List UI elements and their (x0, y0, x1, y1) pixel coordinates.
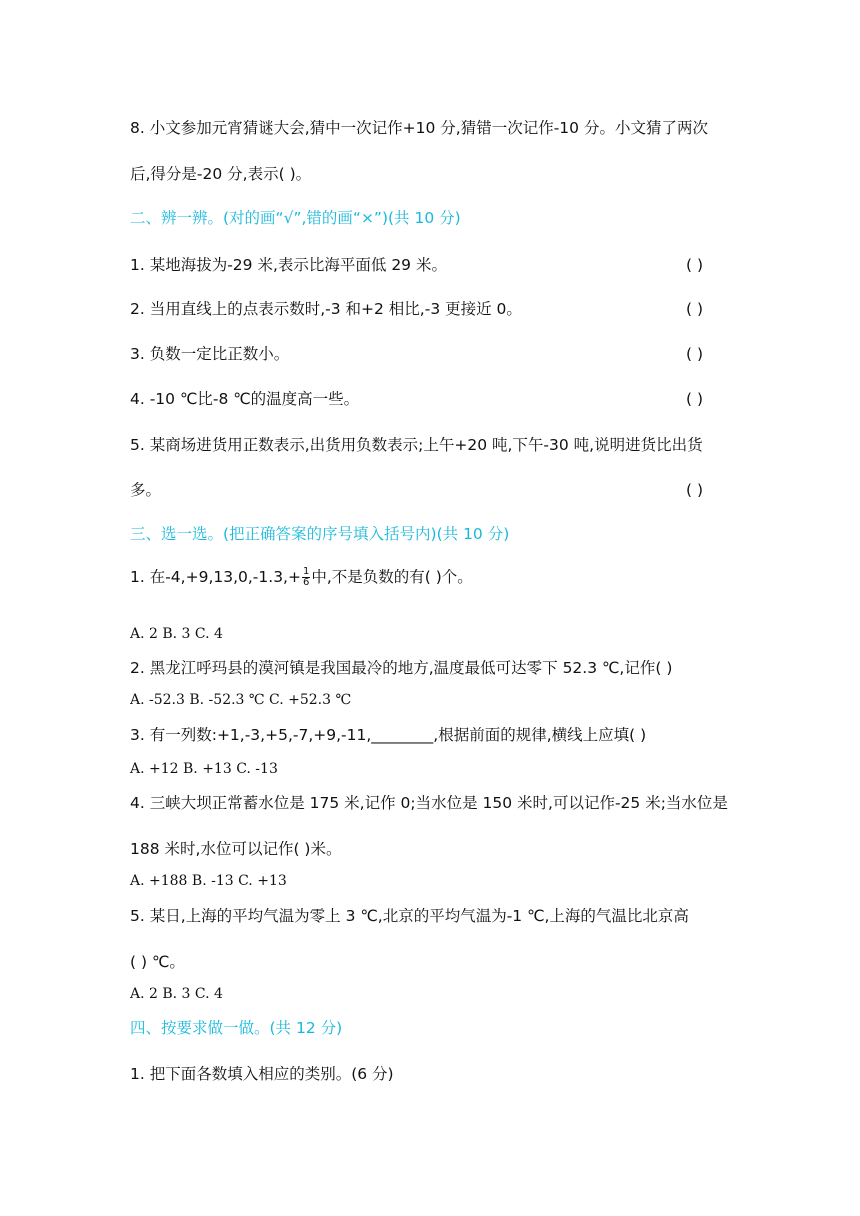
s2-item-4: 4. -10 ℃比-8 ℃的温度高一些。 (130, 390, 360, 408)
s2-item-3-answer-paren: ( ) (686, 345, 704, 363)
s2-item-1-answer-paren: ( ) (686, 256, 704, 274)
s3-q2-options: A. -52.3 B. -52.3 ℃ C. +52.3 ℃ (130, 692, 352, 708)
s3-q1-options: A. 2 B. 3 C. 4 (130, 626, 223, 642)
s4-q1: 1. 把下面各数填入相应的类别。(6 分) (130, 1065, 394, 1083)
q8-line1: 8. 小文参加元宵猜谜大会,猜中一次记作+10 分,猜错一次记作-10 分。小文猜了两次 (130, 119, 708, 137)
s2-item-5-answer-paren: ( ) (686, 481, 704, 499)
s3-q1-suffix: 中,不是负数的有( )个。 (311, 568, 473, 586)
section3-heading: 三、选一选。(把正确答案的序号填入括号内)(共 10 分) (130, 525, 510, 543)
s3-q5-line1: 5. 某日,上海的平均气温为零上 3 ℃,北京的平均气温为-1 ℃,上海的气温比北京高 (130, 907, 689, 925)
section4-heading: 四、按要求做一做。(共 12 分) (130, 1019, 343, 1037)
s3-q1-prefix: 1. 在-4,+9,13,0,-1.3,+ (130, 568, 301, 586)
s2-item-5: 5. 某商场进货用正数表示,出货用负数表示;上午+20 吨,下午-30 吨,说明进货比出货 (130, 436, 703, 454)
s3-q3-options: A. +12 B. +13 C. -13 (130, 761, 278, 777)
section2-heading: 二、辨一辨。(对的画“√”,错的画“×”)(共 10 分) (130, 209, 461, 227)
s2-item-2: 2. 当用直线上的点表示数时,-3 和+2 相比,-3 更接近 0。 (130, 300, 522, 318)
fraction-denominator: 6 (302, 577, 310, 588)
s2-item-1: 1. 某地海拔为-29 米,表示比海平面低 29 米。 (130, 256, 447, 274)
s2-item-2-answer-paren: ( ) (686, 300, 704, 318)
s2-item-3: 3. 负数一定比正数小。 (130, 345, 290, 363)
fraction-one-sixth (302, 567, 310, 588)
q8-line2: 后,得分是-20 分,表示( )。 (130, 165, 312, 183)
s2-item-4-answer-paren: ( ) (686, 390, 704, 408)
fraction-numerator: 1 (302, 566, 310, 577)
s3-q5-line2: ( ) ℃。 (130, 953, 185, 971)
s3-q4-line2: 188 米时,水位可以记作( )米。 (130, 840, 342, 858)
s3-q3: 3. 有一列数:+1,-3,+5,-7,+9,-11,________,根据前面的规律,横线上应填( ) (130, 726, 647, 744)
s3-q1 (130, 567, 473, 588)
s3-q4-options: A. +188 B. -13 C. +13 (130, 873, 287, 889)
s3-q5-options: A. 2 B. 3 C. 4 (130, 986, 223, 1002)
s3-q4-line1: 4. 三峡大坝正常蓄水位是 175 米,记作 0;当水位是 150 米时,可以记作-25 米;当水位是 (130, 794, 728, 812)
s3-q2: 2. 黑龙江呼玛县的漠河镇是我国最冷的地方,温度最低可达零下 52.3 ℃,记作( ) (130, 659, 673, 677)
s2-item-5-cont: 多。 (130, 481, 162, 499)
